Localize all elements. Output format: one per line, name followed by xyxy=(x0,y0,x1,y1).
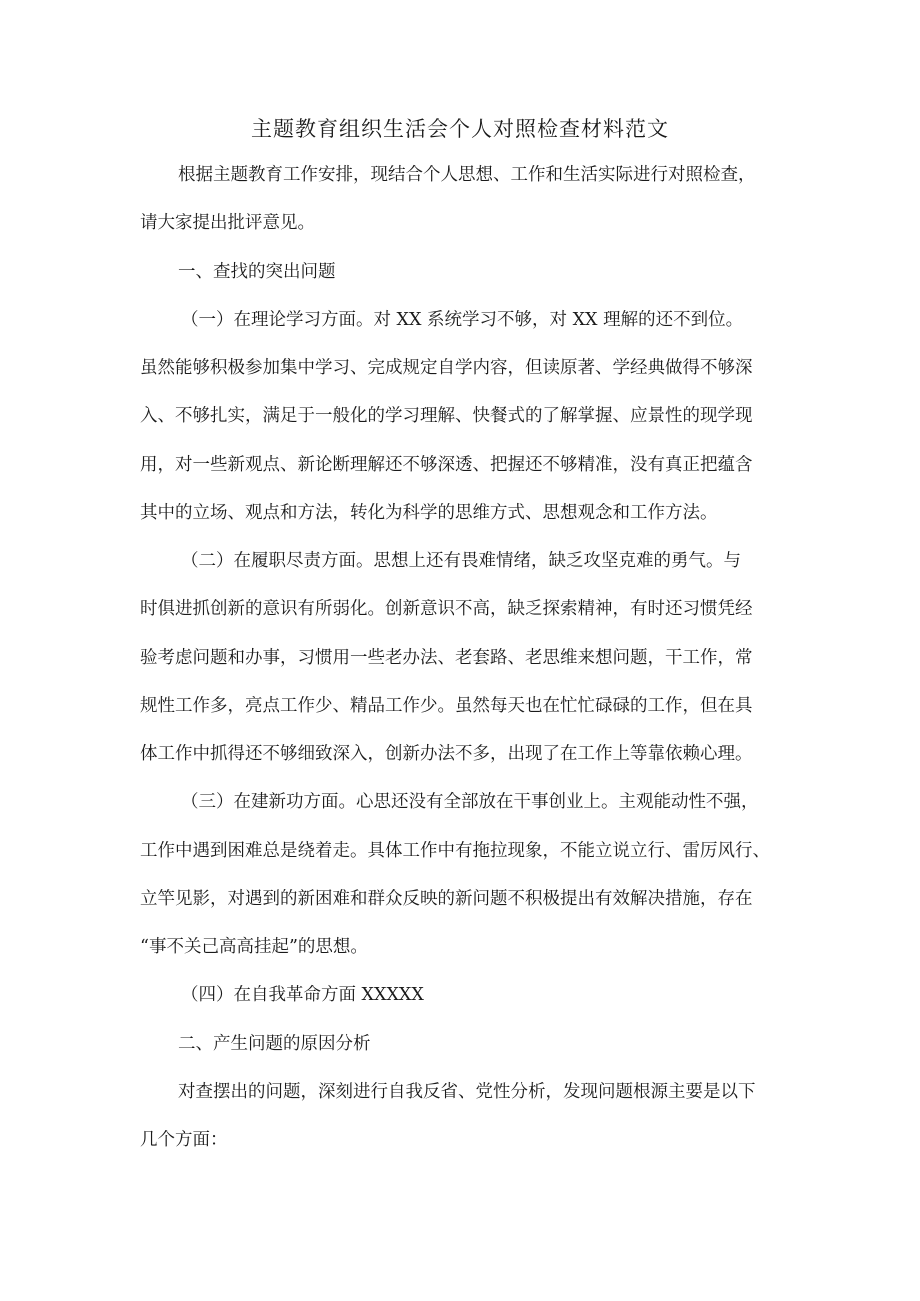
item2-line: 验考虑问题和办事，习惯用一些老办法、老套路、老思维来想问题，干工作，常 xyxy=(140,648,753,668)
item1-line: 用，对一些新观点、新论断理解还不够深透、把握还不够精准，没有真正把蕴含 xyxy=(140,455,753,475)
item1-line: 入、不够扎实，满足于一般化的学习理解、快餐式的了解掌握、应景性的现学现 xyxy=(140,406,753,426)
item2-line: 时俱进抓创新的意识有所弱化。创新意识不高，缺乏探索精神，有时还习惯凭经 xyxy=(140,599,753,619)
section-heading-1: 一、查找的突出问题 xyxy=(178,262,336,282)
intro-line: 根据主题教育工作安排，现结合个人思想、工作和生活实际进行对照检查， xyxy=(178,165,756,185)
item4-line: （四）在自我革命方面 XXXXX xyxy=(181,985,424,1005)
item3-line: “事不关己高高挂起”的思想。 xyxy=(140,937,368,957)
section-heading-2: 二、产生问题的原因分析 xyxy=(178,1034,371,1054)
item1-line: 其中的立场、观点和方法，转化为科学的思维方式、思想观念和工作方法。 xyxy=(140,503,718,523)
item3-line: 立竿见影，对遇到的新困难和群众反映的新问题不积极提出有效解决措施，存在 xyxy=(140,889,753,909)
section2-intro-line: 几个方面： xyxy=(140,1130,228,1150)
item3-line: 工作中遇到困难总是绕着走。具体工作中有拖拉现象，不能立说立行、雷厉风行、 xyxy=(140,841,770,861)
item2-line: （二）在履职尽责方面。思想上还有畏难情绪，缺乏攻坚克难的勇气。与 xyxy=(181,551,741,571)
item1-line: 虽然能够积极参加集中学习、完成规定自学内容，但读原著、学经典做得不够深 xyxy=(140,358,753,378)
document-title: 主题教育组织生活会个人对照检查材料范文 xyxy=(251,117,669,141)
item1-line: （一）在理论学习方面。对 XX 系统学习不够，对 XX 理解的还不到位。 xyxy=(181,310,744,330)
item2-line: 体工作中抓得还不够细致深入，创新办法不多，出现了在工作上等靠依赖心理。 xyxy=(140,744,753,764)
item3-line: （三）在建新功方面。心思还没有全部放在干事创业上。主观能动性不强， xyxy=(181,792,759,812)
intro-line: 请大家提出批评意见。 xyxy=(140,213,315,233)
section2-intro-line: 对查摆出的问题，深刻进行自我反省、党性分析，发现问题根源主要是以下 xyxy=(178,1082,756,1102)
item2-line: 规性工作多，亮点工作少、精品工作少。虽然每天也在忙忙碌碌的工作，但在具 xyxy=(140,696,753,716)
